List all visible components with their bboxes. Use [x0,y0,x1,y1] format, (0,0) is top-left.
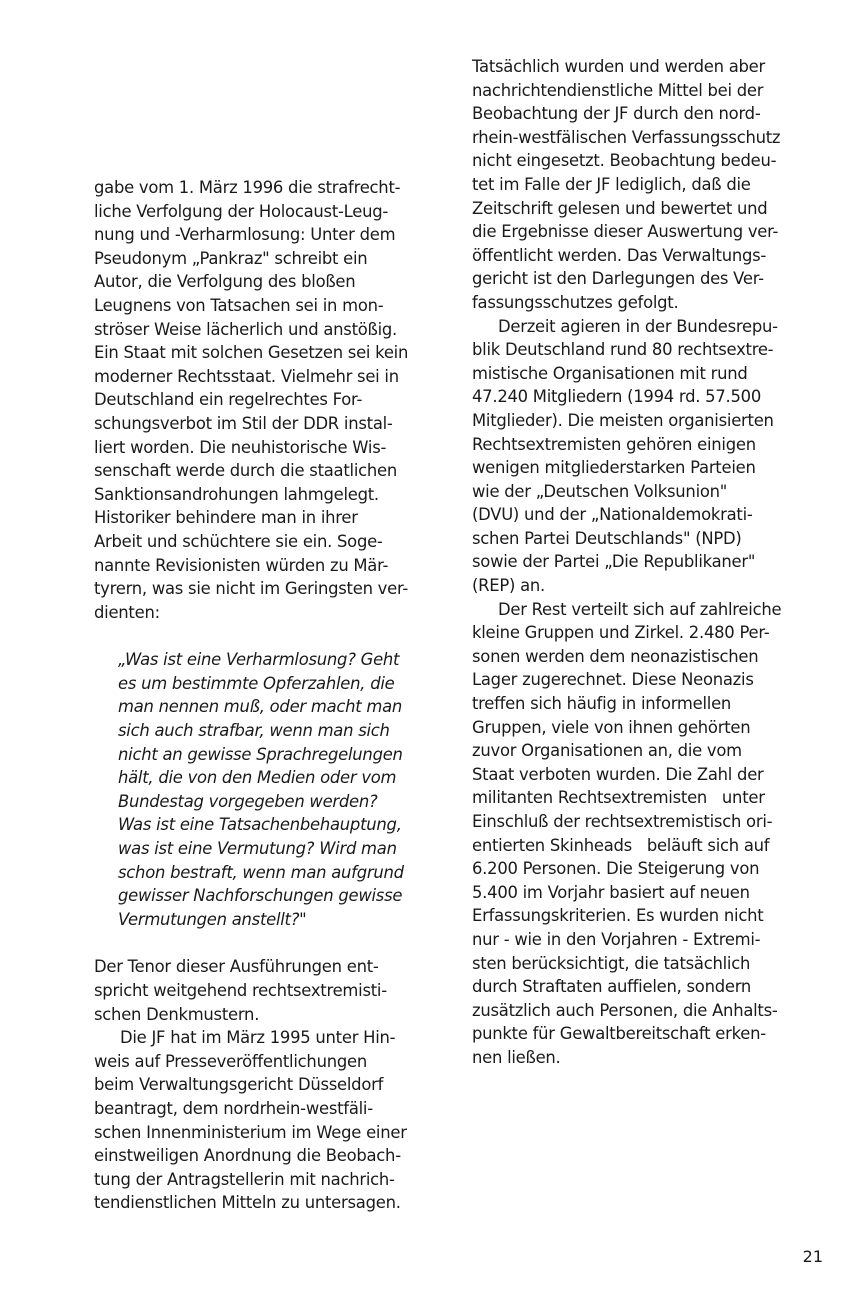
text-line: militanten Rechtsextremisten unter [472,788,765,808]
text-line: tet im Falle der JF lediglich, daß die [472,174,751,194]
quote-line: schon bestraft, wenn man aufgrund [118,862,404,882]
text-line: rhein-westfälischen Verfassungsschutz [472,127,781,147]
page-number: 21 [802,1247,823,1266]
text-line: Pseudonym „Pankraz" schreibt ein [94,248,368,268]
text-line: Derzeit agieren in der Bundesrepu- [498,316,778,336]
text-line: nung und -Verharmlosung: Unter dem [94,225,396,245]
text-line: Mitglieder). Die meisten organisierten [472,410,774,430]
text-line: zusätzlich auch Personen, die Anhalts- [472,1000,778,1020]
text-line: Rechtsextremisten gehören einigen [472,434,756,454]
text-line: (DVU) und der „Nationaldemokrati- [472,505,753,525]
paragraph-neonazis [472,598,817,1070]
text-line: Sanktionsandrohungen lahmgelegt. [94,484,379,504]
text-line: wenigen mitgliederstarken Parteien [472,458,756,478]
text-line: beim Verwaltungsgericht Düsseldorf [94,1075,384,1095]
text-line: Einschluß der rechtsextremistisch ori- [472,812,773,831]
text-line: mistische Organisationen mit rund [472,363,748,383]
text-line: einstweiligen Anordnung die Beobach- [94,1146,401,1166]
text-line: 5.400 im Vorjahr basiert auf neuen [472,882,750,902]
quote-line: Was ist eine Tatsachenbehauptung, [118,815,402,835]
text-line: Zeitschrift gelesen und bewertet und [472,198,768,218]
text-line: Autor, die Verfolgung des bloßen [94,272,356,292]
text-line: Deutschland ein regelrechtes For- [94,390,363,410]
text-line: durch Straftaten auffielen, sondern [472,977,752,997]
quote-line: Bundestag vorgegeben werden? [118,791,378,811]
text-line: gericht ist den Darlegungen des Ver- [472,269,764,289]
text-line: wie der „Deutschen Volksunion" [472,481,728,501]
paragraph-organisations [472,315,817,598]
text-line: dienten: [94,602,160,622]
text-line: fassungsschutzes gefolgt. [472,292,679,312]
text-line: (REP) an. [472,576,546,596]
quote-line: nicht an gewisse Sprachregelungen [118,744,403,764]
quote-line: „Was ist eine Verharmlosung? Geht [118,650,400,670]
text-line: 47.240 Mitgliedern (1994 rd. 57.500 [472,387,762,407]
text-line: gabe vom 1. März 1996 die strafrecht- [94,178,401,197]
text-line: Beobachtung der JF durch den nord- [472,104,761,124]
quote-line: man nennen muß, oder macht man [118,697,403,717]
text-line: Tatsächlich wurden und werden aber [472,57,765,76]
text-line: moderner Rechtsstaat. Vielmehr sei in [94,366,399,386]
text-line: Erfassungskriterien. Es wurden nicht [472,906,764,926]
text-line: nannte Revisionisten würden zu Mär- [94,555,389,575]
text-line: weis auf Presseveröffentlichungen [94,1051,367,1071]
text-line: die Ergebnisse dieser Auswertung ver- [472,222,779,242]
text-line: punkte für Gewaltbereitschaft erken- [472,1024,766,1044]
text-line: Lager zugerechnet. Diese Neonazis [472,670,754,690]
text-line: kleine Gruppen und Zirkel. 2.480 Per- [472,623,770,643]
text-line: sonen werden dem neonazistischen [472,646,759,666]
text-line: Der Rest verteilt sich auf zahlreiche [498,599,782,619]
text-line: treffen sich häufig in informellen [472,694,732,714]
text-line: Historiker behindere man in ihrer [94,508,358,528]
text-line: senschaft werde durch die staatlichen [94,461,397,481]
text-line: Arbeit und schüchtere sie ein. Soge- [94,531,383,551]
text-line: schen Partei Deutschlands" (NPD) [472,528,742,548]
text-line: beantragt, dem nordrhein-westfäli- [94,1098,373,1118]
quote-line: Vermutungen anstellt?" [118,909,307,929]
paragraph-holocaust-denial [94,176,444,624]
left-column [94,176,444,1215]
text-line: schen Innenministerium im Wege einer [94,1122,407,1142]
quote-line: hält, die von den Medien oder vom [118,768,397,788]
text-line: ströser Weise lächerlich und anstößig. [94,319,398,339]
paragraph-court-request [94,1026,444,1215]
block-quote [94,648,444,931]
paragraph-tenor [94,955,444,1026]
text-line: tyrern, was sie nicht im Geringsten ver- [94,579,409,599]
text-line: 6.200 Personen. Die Steigerung von [472,859,760,879]
paragraph-observation [472,55,817,315]
text-line: Die JF hat im März 1995 unter Hin- [120,1028,396,1048]
text-line: liert worden. Die neuhistorische Wis- [94,437,387,457]
text-line: zuvor Organisationen an, die vom [472,741,742,761]
quote-line: sich auch strafbar, wenn man sich [118,721,390,741]
text-line: Ein Staat mit solchen Gesetzen sei kein [94,343,409,363]
text-line: nicht eingesetzt. Beobachtung bedeu- [472,151,777,171]
text-line: blik Deutschland rund 80 rechtsextre- [472,340,774,360]
text-line: nur - wie in den Vorjahren - Extremi- [472,929,761,949]
text-line: Der Tenor dieser Ausführungen ent- [94,957,379,977]
quote-line: es um bestimmte Opferzahlen, die [118,673,395,693]
text-line: tung der Antragstellerin mit nachrich- [94,1169,395,1189]
text-line: Staat verboten wurden. Die Zahl der [472,764,764,784]
text-line: schen Denkmustern. [94,1004,260,1024]
text-line: liche Verfolgung der Holocaust-Leug- [94,201,389,221]
text-line: öffentlicht werden. Das Verwaltungs- [472,245,767,265]
text-line: entierten Skinheads beläuft sich auf [472,835,770,855]
text-line: Leugnens von Tatsachen sei in mon- [94,295,384,315]
text-line: nen ließen. [472,1047,561,1067]
quote-line: gewisser Nachforschungen gewisse [118,886,403,906]
text-line: schungsverbot im Stil der DDR instal- [94,413,393,433]
right-column [472,55,817,1070]
text-line: sten berücksichtigt, die tatsächlich [472,953,751,973]
text-line: tendienstlichen Mitteln zu untersagen. [94,1193,401,1213]
text-line: sowie der Partei „Die Republikaner" [472,552,756,572]
text-line: nachrichtendienstliche Mittel bei der [472,80,764,100]
text-line: Gruppen, viele von ihnen gehörten [472,717,751,737]
text-line: spricht weitgehend rechtsextremisti- [94,981,387,1000]
quote-line: was ist eine Vermutung? Wird man [118,839,397,859]
